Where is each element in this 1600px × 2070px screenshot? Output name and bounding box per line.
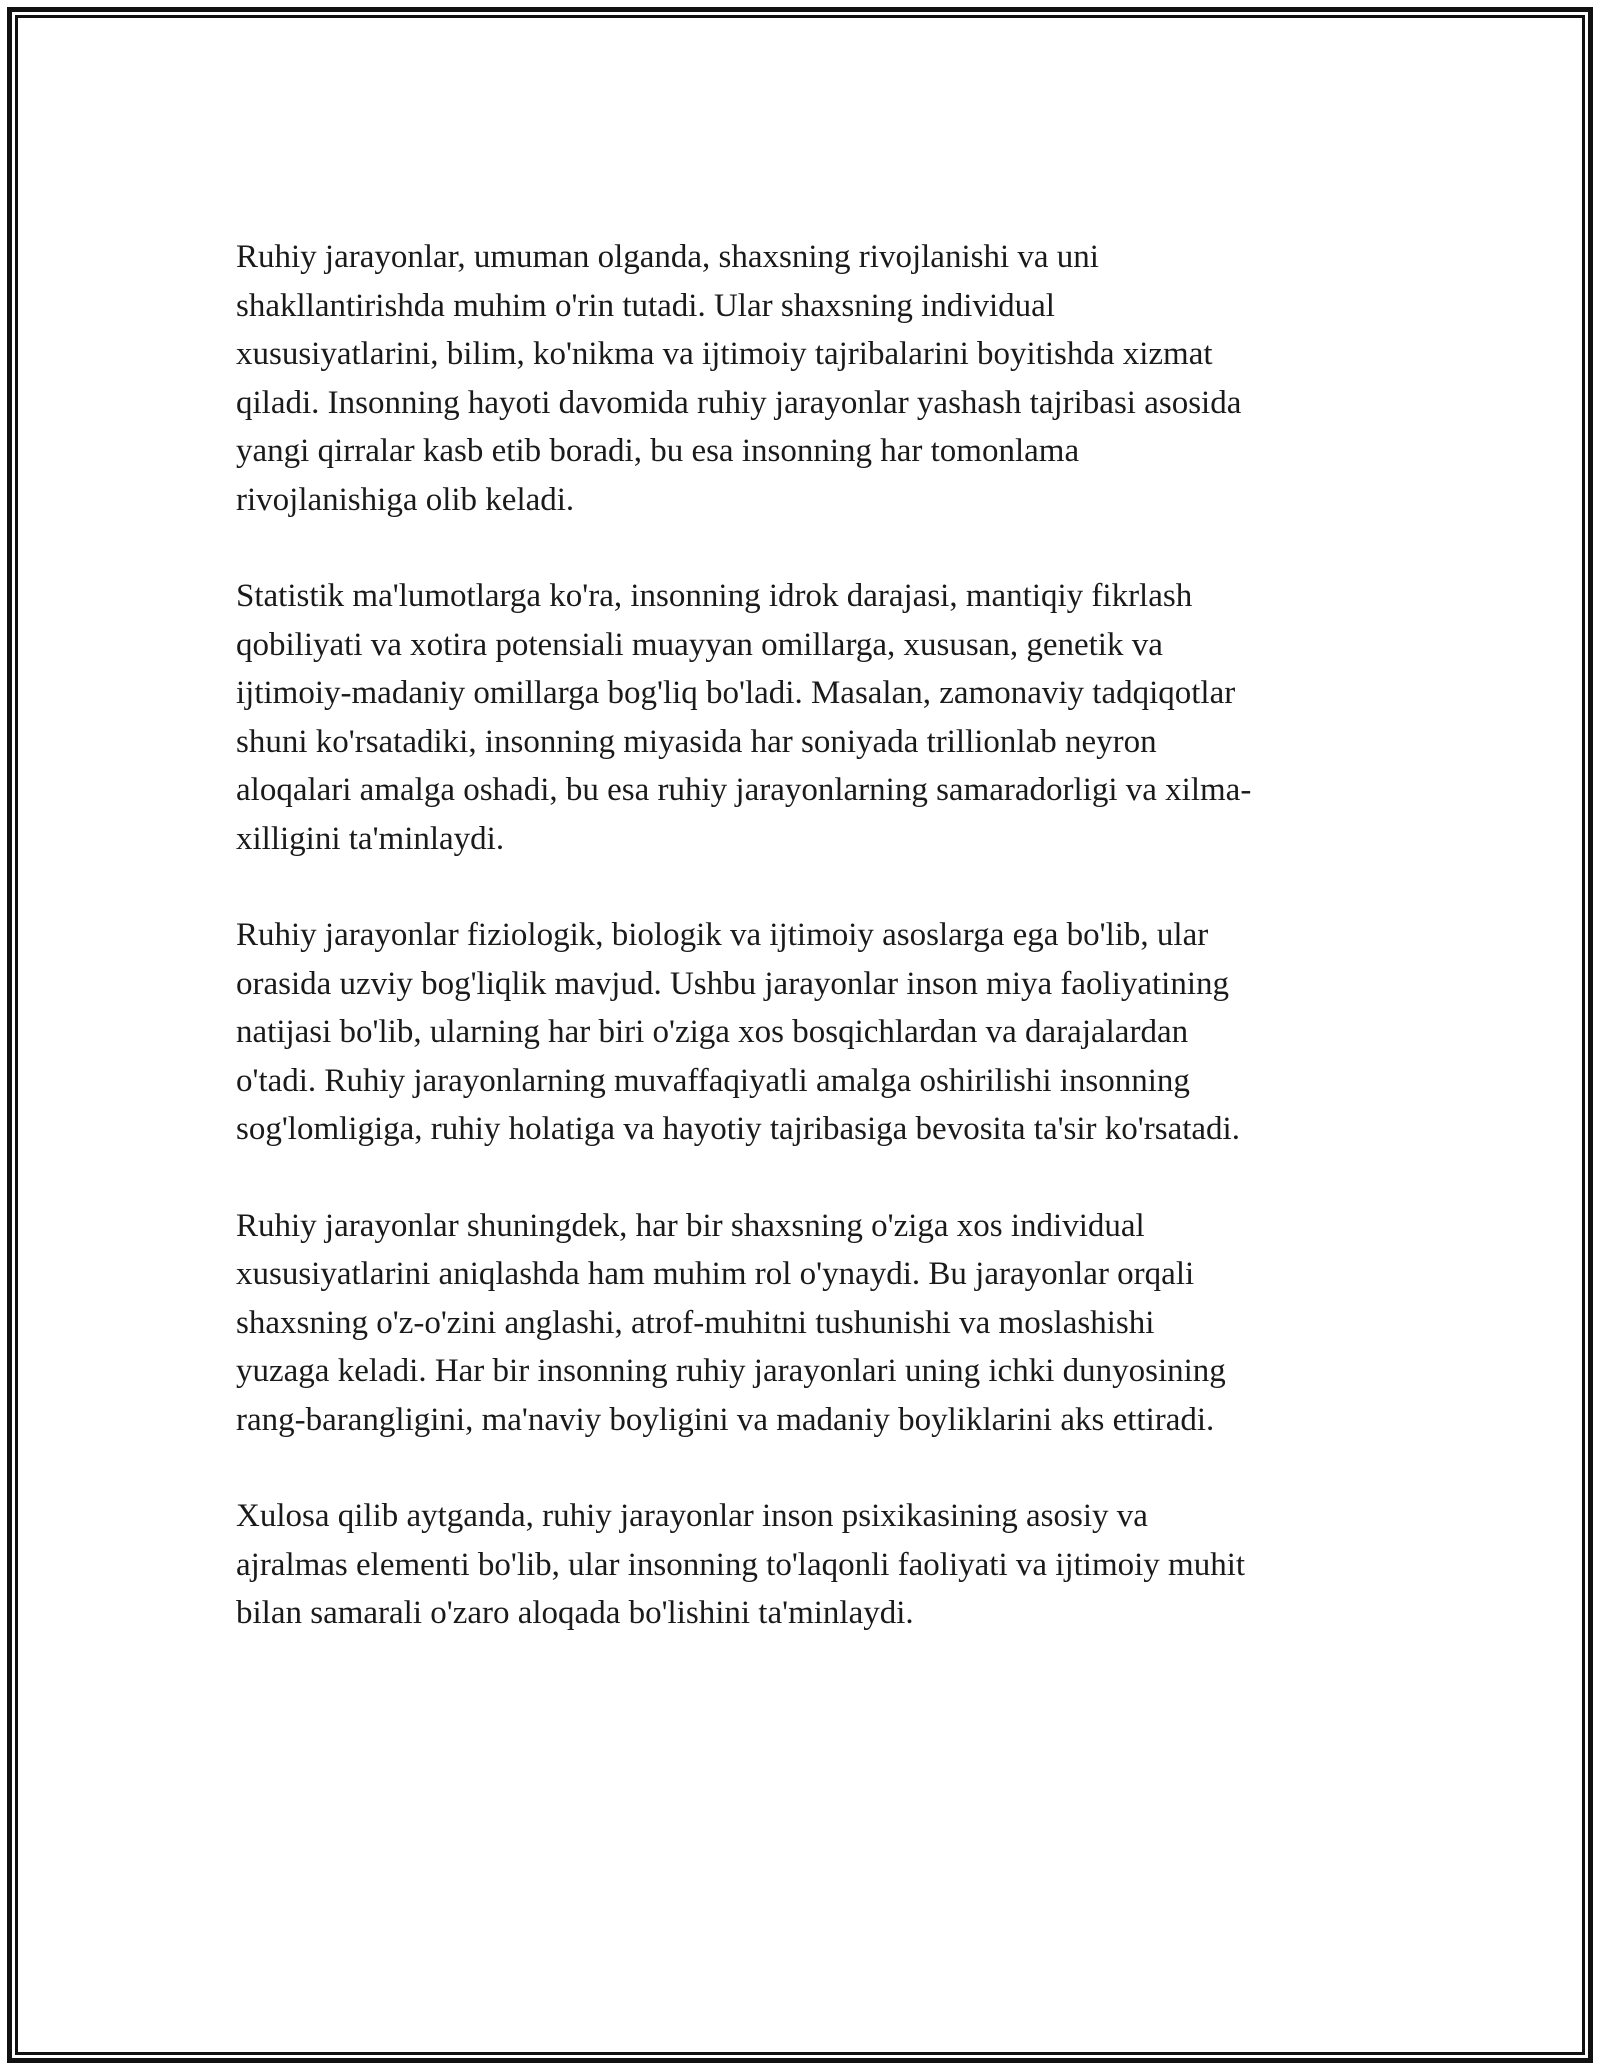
paragraph-1: Ruhiy jarayonlar, umuman olganda, shaxsning rivojlanishi va uni shakllantirishda muhim o'rin tutadi. Ular shaxsning individual xususiyatlarini, bilim, ko'nikma va ijtimoiy tajribalarini boyitishda xizmat qiladi. Insonning hayoti davomida ruhiy jarayonlar yashash tajribasi asosida yangi qirralar kasb etib boradi, bu esa insonning har tomonlama rivojlanishiga olib keladi. (236, 239, 1242, 518)
paragraph-3: Ruhiy jarayonlar fiziologik, biologik va ijtimoiy asoslarga ega bo'lib, ular orasida uzviy bog'liqlik mavjud. Ushbu jarayonlar inson miya faoliyatining natijasi bo'lib, ularning har biri o'ziga xos bosqichlardan va darajalardan o'tadi. Ruhiy jarayonlarning muvaffaqiyatli amalga oshirilishi insonning sog'lomligiga, ruhiy holatiga va hayotiy tajribasiga bevosita ta'sir ko'rsatadi. (236, 917, 1240, 1147)
paragraph-4: Ruhiy jarayonlar shuningdek, har bir shaxsning o'ziga xos individual xususiyatlarini aniqlashda ham muhim rol o'ynaydi. Bu jarayonlar orqali shaxsning o'z-o'zini anglashi, atrof-muhitni tushunishi va moslashishi yuzaga keladi. Har bir insonning ruhiy jarayonlari uning ichki dunyosining rang-barangligini, ma'naviy boyligini va madaniy boyliklarini aks ettiradi. (236, 1207, 1226, 1438)
paragraph-2: Statistik ma'lumotlarga ko'ra, insonning idrok darajasi, mantiqiy fikrlash qobiliyati va xotira potensiali muayyan omillarga, xususan, genetik va ijtimoiy-madaniy omillarga bog'liq bo'ladi. Masalan, zamonaviy tadqiqotlar shuni ko'rsatadiki, insonning miyasida har soniyada trillionlab neyron aloqalari amalga oshadi, bu esa ruhiy jarayonlarning samaradorligi va xilma- xilligini ta'minlaydi. (236, 578, 1252, 857)
paragraph-5: Xulosa qilib aytganda, ruhiy jarayonlar inson psixikasining asosiy va ajralmas elementi bo'lib, ular insonning to'laqonli faoliyati va ijtimoiy muhit bilan samarali o'zaro aloqada bo'lishini ta'minlaydi. (236, 1498, 1246, 1631)
document-body (236, 233, 1376, 1686)
